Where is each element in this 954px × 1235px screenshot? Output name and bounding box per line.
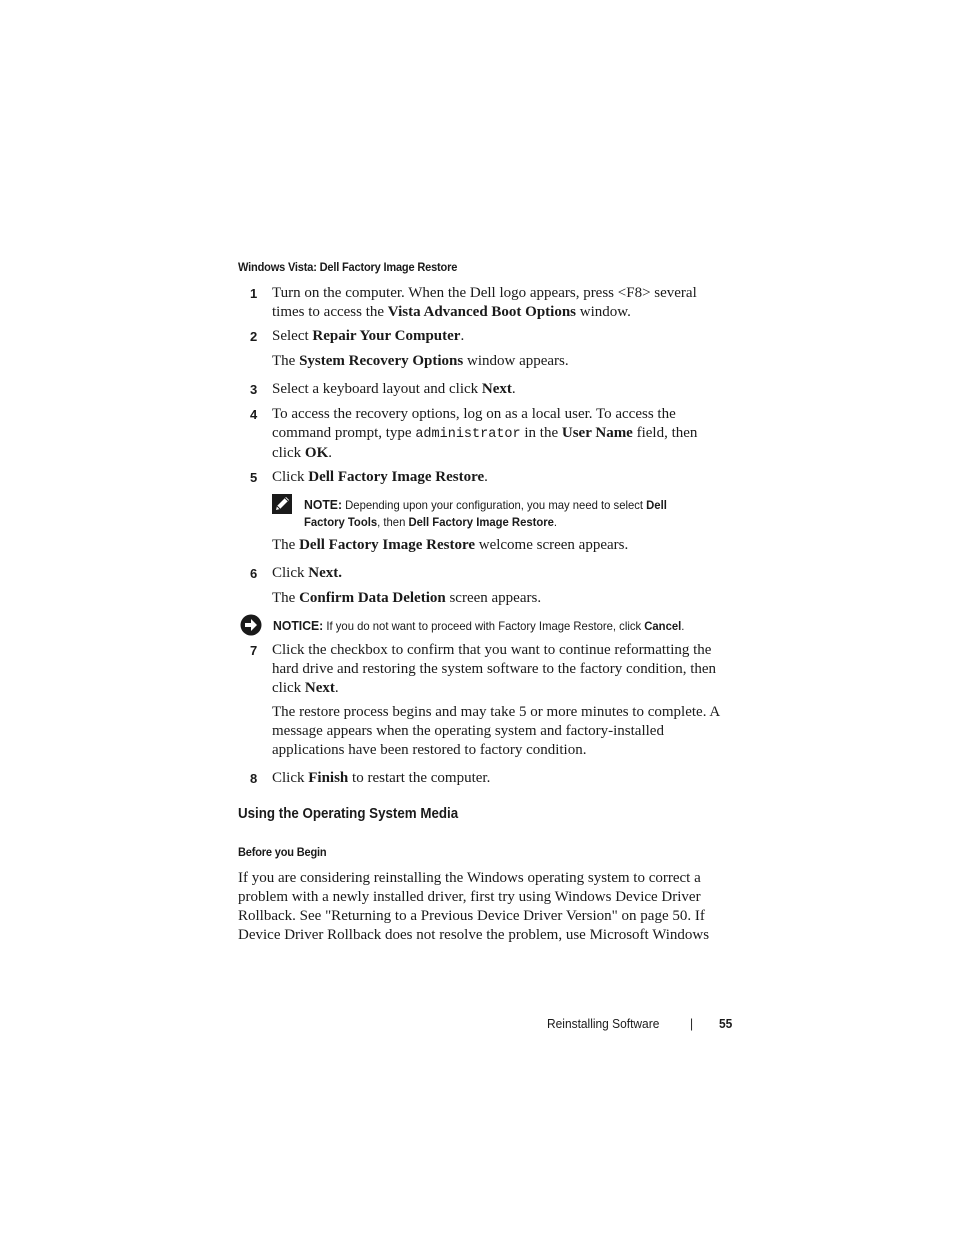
step-5-text <box>272 468 488 487</box>
step-7-l3a: click <box>272 680 305 696</box>
note-t3: . <box>553 515 558 529</box>
notice-arrow-icon <box>240 614 262 636</box>
step-number-3: 3 <box>250 382 258 397</box>
step-7-p2: message appears when the operating system and factory-installed <box>272 723 664 739</box>
step-6-next: Next. <box>308 565 342 581</box>
note-b3: Dell Factory Image Restore <box>408 515 554 529</box>
step-6-confirm: Confirm Data Deletion <box>299 590 446 606</box>
footer-separator: | <box>690 1016 694 1031</box>
after-note-b: Dell Factory Image Restore <box>299 537 475 553</box>
note-b2: Factory Tools <box>304 515 378 529</box>
step-7-paragraph <box>272 703 720 760</box>
note-t2: , then <box>377 515 409 529</box>
step-6-sub-c: screen appears. <box>445 590 542 606</box>
step-4-l2b: in the <box>520 425 562 441</box>
body-line-2: problem with a newly installed driver, first try using Windows Device Driver <box>238 889 701 905</box>
step-1-line-2c: window. <box>576 304 631 320</box>
notice-label: NOTICE: <box>273 618 324 633</box>
step-4-l3c: . <box>328 445 332 461</box>
step-6-a: Click <box>272 565 309 581</box>
step-3-text <box>272 380 516 399</box>
after-note-c: welcome screen appears. <box>474 537 629 553</box>
step-6-sub-a: The <box>272 590 300 606</box>
step-number-8: 8 <box>250 771 258 786</box>
body-line-4: Device Driver Rollback does not resolve the problem, use Microsoft Windows <box>238 927 710 943</box>
step-7-p1: The restore process begins and may take 5 or more minutes to complete. A <box>272 704 721 720</box>
step-4-ok: OK <box>304 445 329 461</box>
step-4-line-1: To access the recovery options, log on as a local user. To access the <box>272 406 676 422</box>
step-7-line-1: Click the checkbox to confirm that you want to continue reformatting the <box>272 642 712 658</box>
step-1-line-1: Turn on the computer. When the Dell logo appears, press <F8> several <box>272 285 697 301</box>
subsection-title: Before you Begin <box>238 845 327 859</box>
step-4-l2a: command prompt, type <box>272 425 416 441</box>
step-4-user-name: User Name <box>561 425 633 441</box>
note-text <box>304 496 667 531</box>
step-2-c: . <box>460 328 465 344</box>
footer-section: Reinstalling Software <box>547 1016 660 1031</box>
step-3-c: . <box>511 381 516 397</box>
step-5-dfir: Dell Factory Image Restore <box>308 469 485 485</box>
after-note-text <box>272 536 628 555</box>
step-4-text <box>272 405 697 463</box>
subheading-vista-restore: Windows Vista: Dell Factory Image Restore <box>238 260 458 274</box>
step-3-a: Select a keyboard layout and click <box>272 381 482 397</box>
step-7-line-2: hard drive and restoring the system software to the factory condition, then <box>272 661 717 677</box>
step-7-l3c: . <box>334 680 339 696</box>
step-number-2: 2 <box>250 329 258 344</box>
step-1-text <box>272 284 697 322</box>
step-8-a: Click <box>272 770 309 786</box>
body-line-3: Rollback. See "Returning to a Previous Device Driver Version" on page 50. If <box>238 908 705 924</box>
notice-t2: . <box>681 619 685 633</box>
notice-cancel: Cancel <box>644 619 682 633</box>
step-number-5: 5 <box>250 470 258 485</box>
step-3-next: Next <box>481 381 512 397</box>
step-7-p3: applications have been restored to factory condition. <box>272 742 587 758</box>
notice-text <box>273 617 684 635</box>
note-t1: Depending upon your configuration, you may need to select <box>342 498 647 512</box>
step-5-a: Click <box>272 469 309 485</box>
step-7-next: Next <box>304 680 335 696</box>
step-8-text <box>272 769 490 788</box>
step-2-text <box>272 327 464 346</box>
step-2-sub-a: The <box>272 353 300 369</box>
step-7-text <box>272 641 716 698</box>
step-1-line-2a: times to access the <box>272 304 388 320</box>
step-number-1: 1 <box>250 286 258 301</box>
step-4-code-administrator: administrator <box>415 427 521 442</box>
step-6-text <box>272 564 342 583</box>
step-2-recovery-options: System Recovery Options <box>299 353 464 369</box>
section-title: Using the Operating System Media <box>238 806 459 822</box>
note-label: NOTE: <box>304 497 343 512</box>
pencil-note-icon <box>272 494 292 514</box>
step-2-repair: Repair Your Computer <box>312 328 461 344</box>
body-paragraph <box>238 869 709 945</box>
notice-t1: If you do not want to proceed with Factory Image Restore, click <box>323 619 645 633</box>
step-2-sub-c: window appears. <box>463 353 569 369</box>
after-note-a: The <box>272 537 300 553</box>
step-number-4: 4 <box>250 407 258 422</box>
step-4-l2d: field, then <box>632 425 698 441</box>
step-2-a: Select <box>272 328 313 344</box>
note-b1: Dell <box>646 498 667 512</box>
step-4-l3a: click <box>272 445 305 461</box>
step-1-boot-options: Vista Advanced Boot Options <box>387 304 577 320</box>
footer-page-number: 55 <box>719 1016 733 1031</box>
step-6-subtext <box>272 589 541 608</box>
step-number-6: 6 <box>250 566 258 581</box>
step-2-subtext <box>272 352 569 371</box>
step-5-c: . <box>484 469 488 485</box>
step-number-7: 7 <box>250 643 258 658</box>
step-8-c: to restart the computer. <box>348 770 491 786</box>
body-line-1: If you are considering reinstalling the Windows operating system to correct a <box>238 870 701 886</box>
step-8-finish: Finish <box>308 770 349 786</box>
